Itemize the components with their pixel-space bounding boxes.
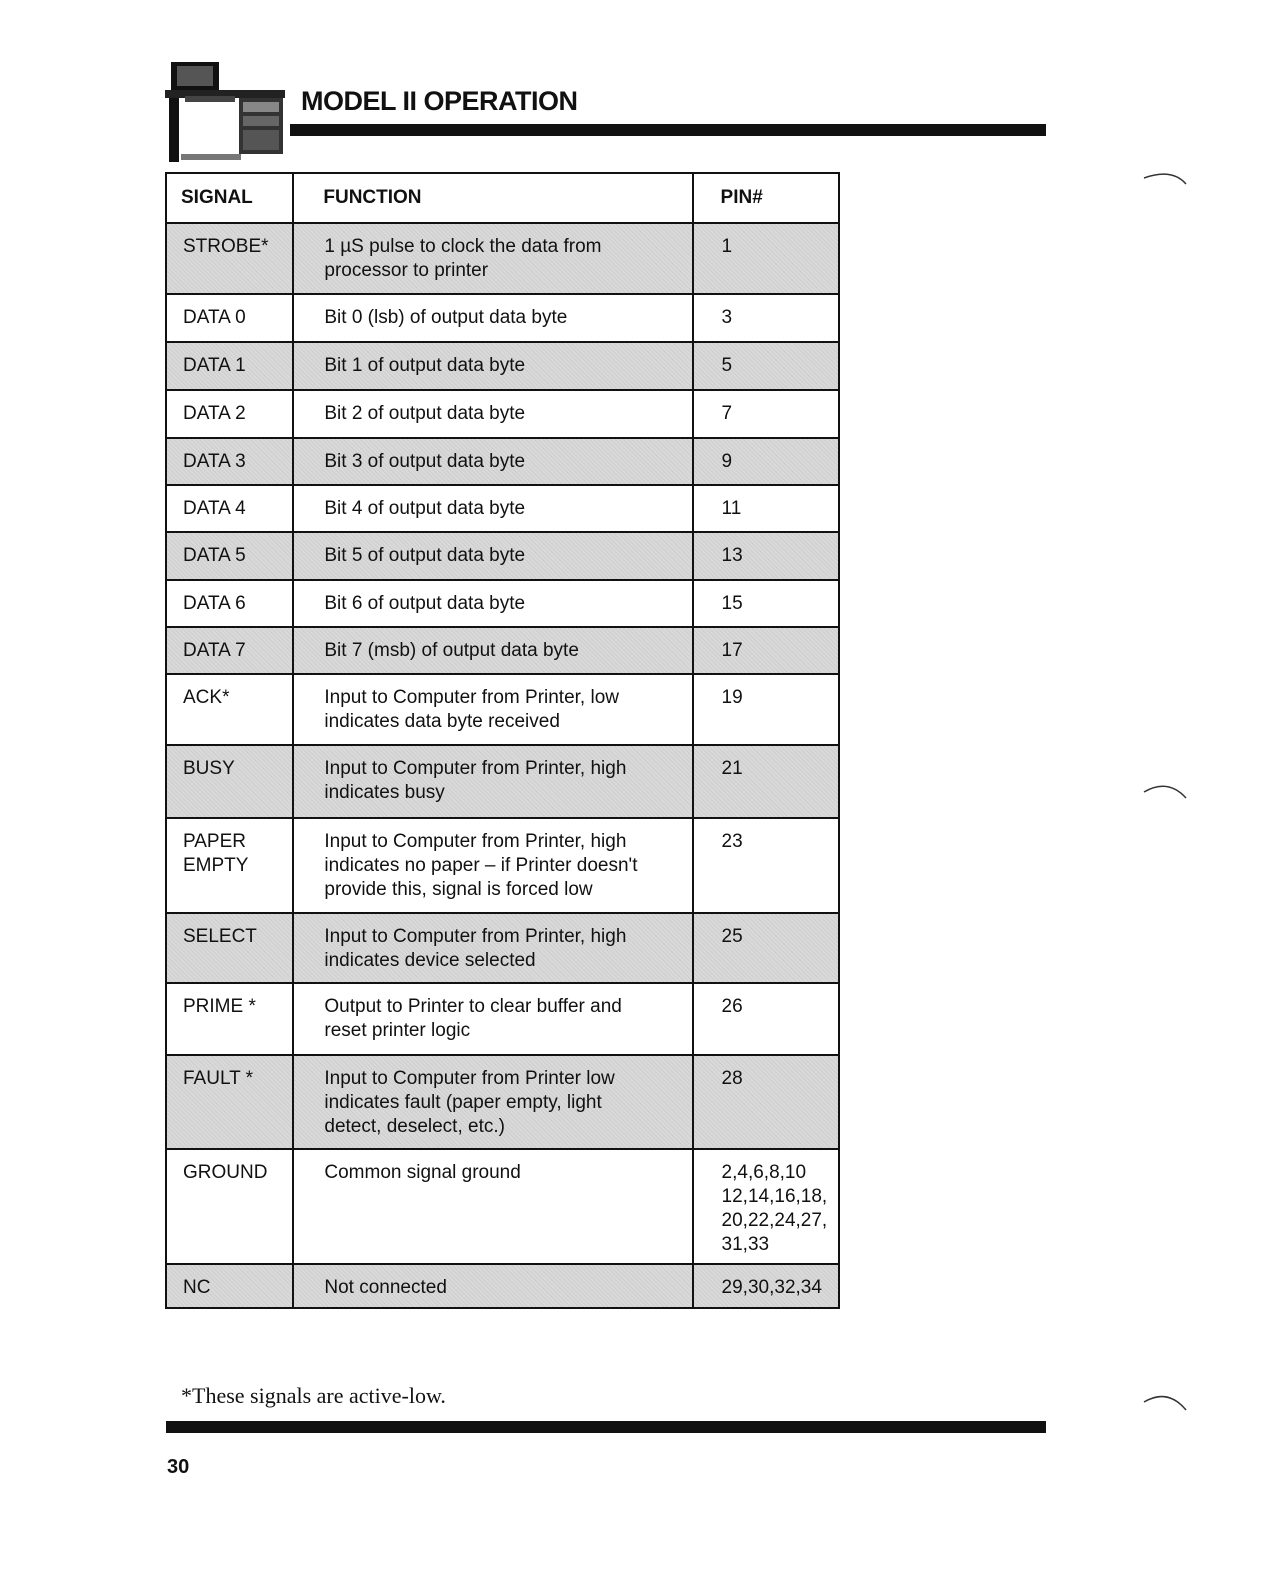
function-cell: Bit 0 (lsb) of output data byte (293, 294, 692, 342)
signal-cell: BUSY (166, 745, 293, 818)
signal-cell: DATA 3 (166, 438, 293, 485)
binder-hole-mark (1142, 170, 1192, 200)
function-cell: Not connected (293, 1264, 692, 1308)
pin-cell: 5 (693, 342, 839, 390)
pin-cell: 21 (693, 745, 839, 818)
function-cell: Input to Computer from Printer, high indicates no paper – if Printer doesn't provide this, signal is forced low (293, 818, 692, 913)
pin-cell: 26 (693, 983, 839, 1055)
table-row (166, 223, 839, 294)
table-header-row (166, 173, 839, 223)
pin-cell: 11 (693, 485, 839, 532)
function-cell: 1 µS pulse to clock the data from processor to printer (293, 223, 692, 294)
pin-cell: 25 (693, 913, 839, 983)
signal-cell: DATA 4 (166, 485, 293, 532)
pin-cell: 29,30,32,34 (693, 1264, 839, 1308)
signal-cell: DATA 1 (166, 342, 293, 390)
pin-cell: 7 (693, 390, 839, 438)
table-row (166, 913, 839, 983)
function-cell: Bit 6 of output data byte (293, 580, 692, 627)
signal-cell: FAULT * (166, 1055, 293, 1149)
table-row (166, 674, 839, 745)
page-title: MODEL II OPERATION (301, 86, 578, 116)
function-cell: Bit 3 of output data byte (293, 438, 692, 485)
signal-cell: GROUND (166, 1149, 293, 1264)
pin-cell: 23 (693, 818, 839, 913)
header-signal: SIGNAL (166, 173, 293, 223)
signal-cell: ACK* (166, 674, 293, 745)
signal-cell: STROBE* (166, 223, 293, 294)
function-cell: Output to Printer to clear buffer and reset printer logic (293, 983, 692, 1055)
table-row (166, 818, 839, 913)
binder-hole-mark (1142, 1390, 1192, 1420)
header-function: FUNCTION (293, 173, 692, 223)
signal-cell: PAPER EMPTY (166, 818, 293, 913)
binder-hole-mark (1142, 780, 1192, 810)
signal-cell: NC (166, 1264, 293, 1308)
function-cell: Common signal ground (293, 1149, 692, 1264)
page-number: 30 (167, 1456, 190, 1478)
signal-cell: DATA 6 (166, 580, 293, 627)
signal-table (165, 172, 840, 1309)
table-row (166, 1149, 839, 1264)
function-cell: Bit 5 of output data byte (293, 532, 692, 580)
pin-cell: 3 (693, 294, 839, 342)
pin-cell: 1 (693, 223, 839, 294)
table-row (166, 983, 839, 1055)
signal-cell: DATA 0 (166, 294, 293, 342)
pin-cell: 28 (693, 1055, 839, 1149)
pin-cell: 9 (693, 438, 839, 485)
computer-desk-icon (165, 62, 287, 168)
signal-cell: DATA 2 (166, 390, 293, 438)
function-cell: Input to Computer from Printer, high indicates busy (293, 745, 692, 818)
bottom-rule (166, 1421, 1046, 1433)
signal-cell: DATA 7 (166, 627, 293, 674)
table-row (166, 745, 839, 818)
function-cell: Bit 2 of output data byte (293, 390, 692, 438)
table-row (166, 294, 839, 342)
title-rule (290, 124, 1046, 136)
signal-cell: SELECT (166, 913, 293, 983)
signal-cell: DATA 5 (166, 532, 293, 580)
table-row (166, 532, 839, 580)
pin-cell: 19 (693, 674, 839, 745)
function-cell: Input to Computer from Printer, low indicates data byte received (293, 674, 692, 745)
table-row (166, 627, 839, 674)
function-cell: Input to Computer from Printer, high indicates device selected (293, 913, 692, 983)
function-cell: Bit 1 of output data byte (293, 342, 692, 390)
pin-cell: 15 (693, 580, 839, 627)
table-row (166, 1264, 839, 1308)
table-row (166, 580, 839, 627)
pin-cell: 13 (693, 532, 839, 580)
signal-cell: PRIME * (166, 983, 293, 1055)
function-cell: Input to Computer from Printer low indicates fault (paper empty, light detect, deselect, etc.) (293, 1055, 692, 1149)
header-pin: PIN# (693, 173, 839, 223)
pin-cell: 17 (693, 627, 839, 674)
footnote: *These signals are active-low. (181, 1383, 446, 1408)
table-row (166, 438, 839, 485)
pin-cell: 2,4,6,8,10 12,14,16,18, 20,22,24,27, 31,33 (693, 1149, 839, 1264)
function-cell: Bit 7 (msb) of output data byte (293, 627, 692, 674)
table-row (166, 1055, 839, 1149)
table-row (166, 342, 839, 390)
table-row (166, 485, 839, 532)
function-cell: Bit 4 of output data byte (293, 485, 692, 532)
table-row (166, 390, 839, 438)
